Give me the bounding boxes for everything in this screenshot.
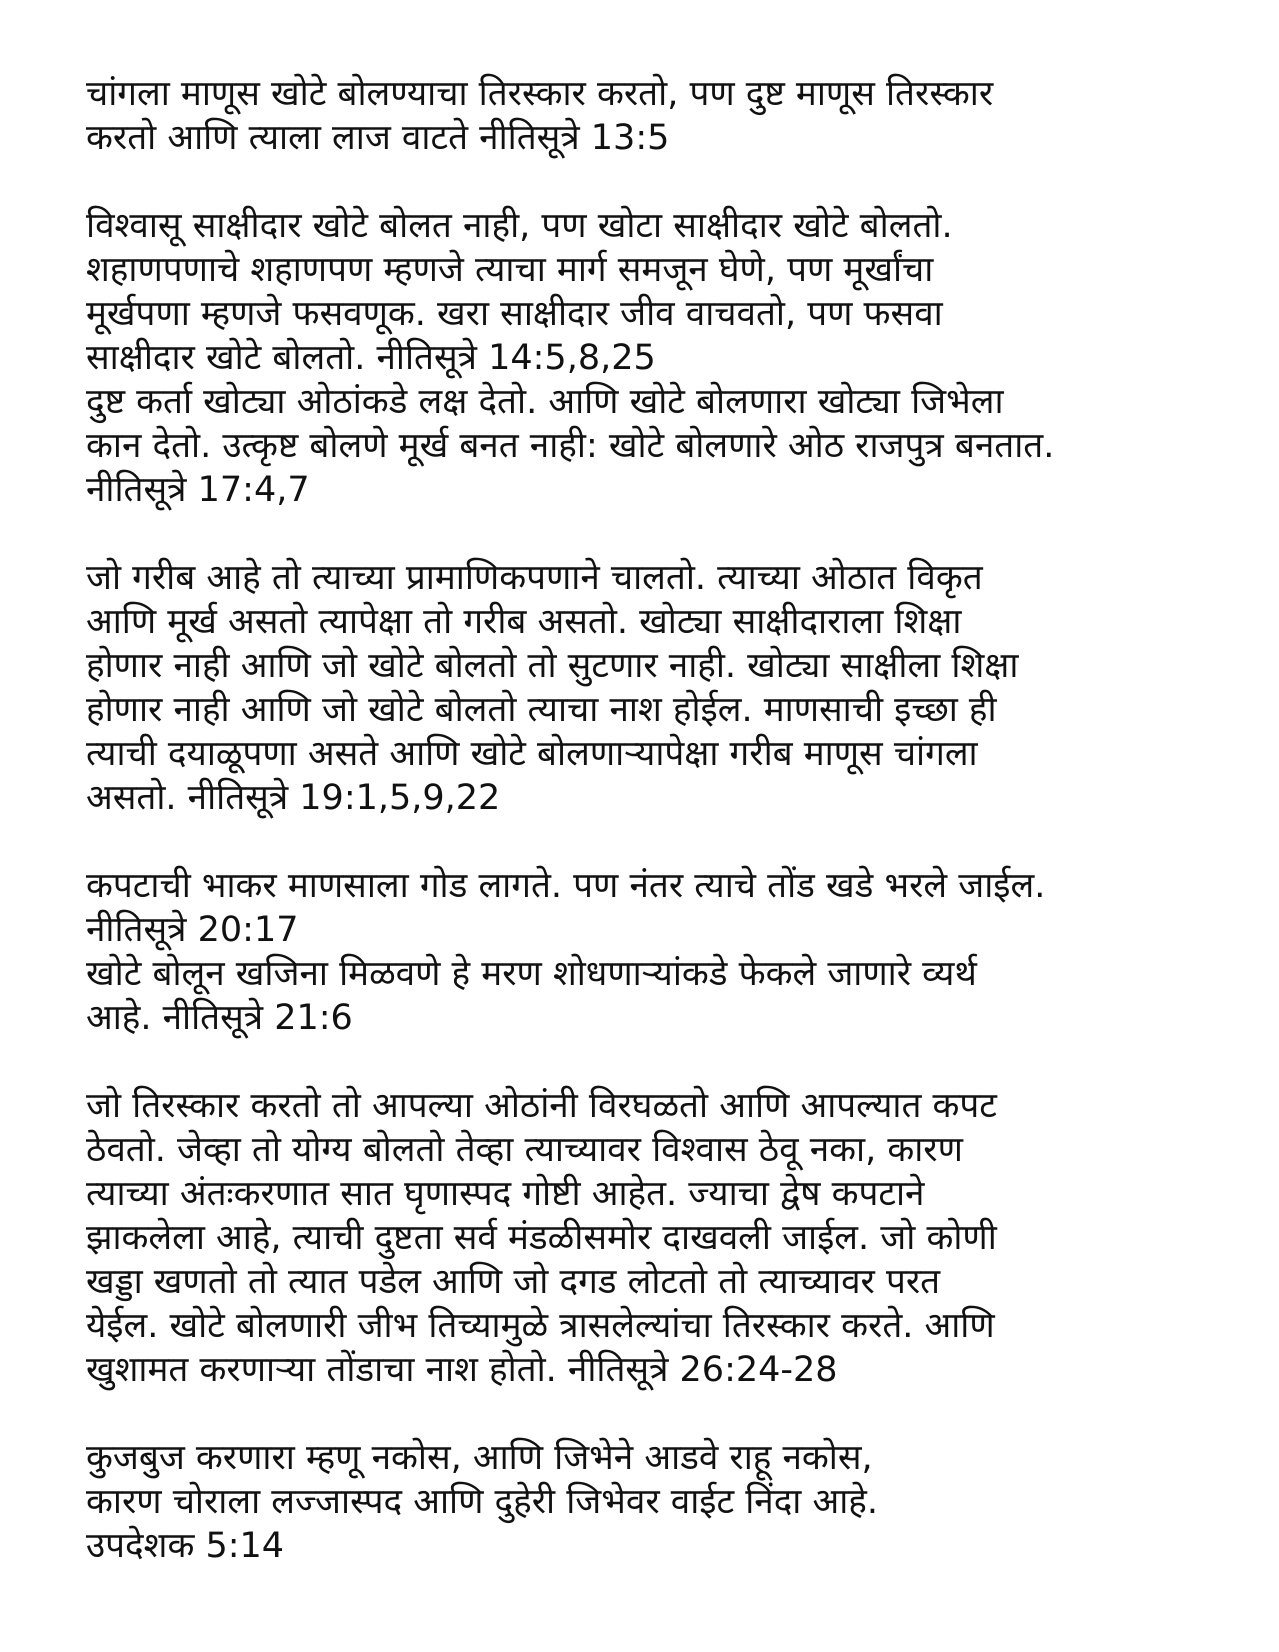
text-line: झाकलेला आहे, त्याची दुष्टता सर्व मंडळीसमोर दाखवली जाईल. जो कोणी — [86, 1218, 997, 1258]
text-line: कारण चोराला लज्जास्पद आणि दुहेरी जिभेवर वाईट निंदा आहे. — [86, 1482, 878, 1522]
document-page — [86, 72, 1236, 1568]
text-line: ठेवतो. जेव्हा तो योग्य बोलतो तेव्हा त्याच्यावर विश्वास ठेवू नका, कारण — [86, 1130, 963, 1170]
text-line: साक्षीदार खोटे बोलतो. नीतिसूत्रे 14:5,8,25 — [86, 338, 656, 378]
paragraph-6 — [86, 1436, 1236, 1568]
text-line: विश्वासू साक्षीदार खोटे बोलत नाही, पण खोटा साक्षीदार खोटे बोलतो. — [86, 206, 953, 246]
text-line: खोटे बोलून खजिना मिळवणे हे मरण शोधणाऱ्यांकडे फेकले जाणारे व्यर्थ — [86, 954, 977, 994]
text-line: आहे. नीतिसूत्रे 21:6 — [86, 998, 353, 1038]
text-line: करतो आणि त्याला लाज वाटते नीतिसूत्रे 13:5 — [86, 118, 670, 158]
text-line: चांगला माणूस खोटे बोलण्याचा तिरस्कार करतो, पण दुष्ट माणूस तिरस्कार — [86, 74, 994, 114]
text-line: होणार नाही आणि जो खोटे बोलतो त्याचा नाश होईल. माणसाची इच्छा ही — [86, 690, 997, 730]
text-line: जो गरीब आहे तो त्याच्या प्रामाणिकपणाने चालतो. त्याच्या ओठात विकृत — [86, 558, 983, 598]
paragraph-2 — [86, 204, 1236, 512]
paragraph-3 — [86, 556, 1236, 820]
paragraph-4 — [86, 864, 1236, 1040]
text-line: असतो. नीतिसूत्रे 19:1,5,9,22 — [86, 778, 501, 818]
text-line: होणार नाही आणि जो खोटे बोलतो तो सुटणार नाही. खोट्या साक्षीला शिक्षा — [86, 646, 1019, 686]
paragraph-5 — [86, 1084, 1236, 1392]
text-line: शहाणपणाचे शहाणपण म्हणजे त्याचा मार्ग समजून घेणे, पण मूर्खांचा — [86, 250, 934, 290]
text-line: कुजबुज करणारा म्हणू नकोस, आणि जिभेने आडवे राहू नकोस, — [86, 1438, 873, 1478]
text-line: जो तिरस्कार करतो तो आपल्या ओठांनी विरघळतो आणि आपल्यात कपट — [86, 1086, 997, 1126]
paragraph-1 — [86, 72, 1236, 160]
text-line: येईल. खोटे बोलणारी जीभ तिच्यामुळे त्रासलेल्यांचा तिरस्कार करते. आणि — [86, 1306, 995, 1346]
text-line: दुष्ट कर्ता खोट्या ओठांकडे लक्ष देतो. आणि खोटे बोलणारा खोट्या जिभेला — [86, 382, 1004, 422]
text-line: खड्डा खणतो तो त्यात पडेल आणि जो दगड लोटतो तो त्याच्यावर परत — [86, 1262, 941, 1302]
text-line: कान देतो. उत्कृष्ट बोलणे मूर्ख बनत नाही: खोटे बोलणारे ओठ राजपुत्र बनतात. — [86, 426, 1055, 466]
text-line: त्याची दयाळूपणा असते आणि खोटे बोलणाऱ्यापेक्षा गरीब माणूस चांगला — [86, 734, 978, 774]
text-line: उपदेशक 5:14 — [86, 1526, 285, 1566]
text-line: मूर्खपणा म्हणजे फसवणूक. खरा साक्षीदार जीव वाचवतो, पण फसवा — [86, 294, 943, 334]
text-line: कपटाची भाकर माणसाला गोड लागते. पण नंतर त्याचे तोंड खडे भरले जाईल. — [86, 866, 1046, 906]
text-line: नीतिसूत्रे 17:4,7 — [86, 470, 310, 510]
text-line: नीतिसूत्रे 20:17 — [86, 910, 299, 950]
text-line: खुशामत करणाऱ्या तोंडाचा नाश होतो. नीतिसूत्रे 26:24-28 — [86, 1350, 838, 1390]
text-line: आणि मूर्ख असतो त्यापेक्षा तो गरीब असतो. खोट्या साक्षीदाराला शिक्षा — [86, 602, 962, 642]
text-line: त्याच्या अंतःकरणात सात घृणास्पद गोष्टी आहेत. ज्याचा द्वेष कपटाने — [86, 1174, 925, 1214]
